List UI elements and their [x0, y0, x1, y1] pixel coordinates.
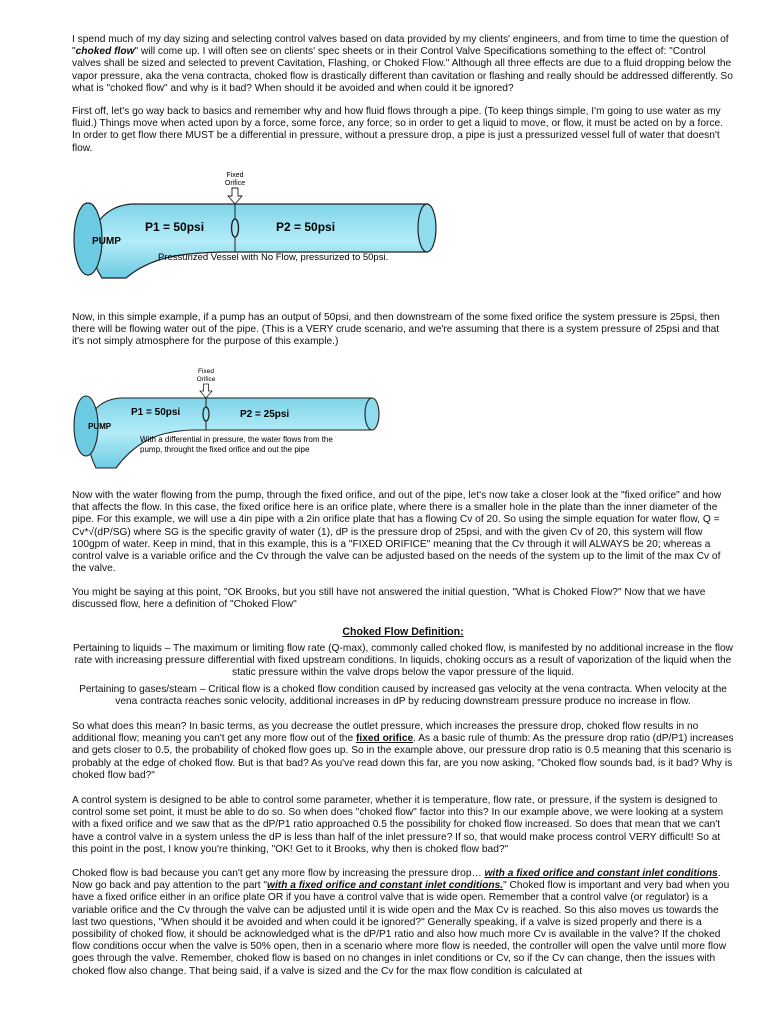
bad-text-3: " Choked flow is important and very bad when you have a fixed orifice either in an orifice plate OR if you have a control valve that is wide open. Remember that a control valve (or regulator) is a variable orifice and the Cv through the valve can be adjusted until it is wide open and the Max Cv is reached. So this also moves us towards the last two questions, "When should it be avoided and when could it be ignored?" Generally speaking, if a valve is sized properly and there is a possibility of choked flow, it should be acknowledged what is the dP/P1 ratio and also how much more Cv is available in the valve? If the choked flow conditions occur when the valve is 50% open, then in a scenario where more flow is needed, the controller will open the valve until more flow goes through the valve. Remember, choked flow is based on no changes in inlet conditions or Cv, so if the Cv can change, then the issues with choked flow also change. That being said, if a valve is sized and the Cv for the max flow condition is calculated at — [72, 880, 730, 977]
orifice-arrow — [228, 188, 242, 204]
p1-label: P1 = 50psi — [131, 407, 181, 418]
bad-paragraph — [72, 868, 734, 978]
p2-label: P2 = 50psi — [276, 220, 336, 234]
example-text: Now, in this simple example, if a pump has an output of 50psi, and then downstream of the some fixed orifice the system pressure is 25psi, then there will be flowing water out of the pipe. (This is a VERY crude scenario, and we're assuming that there is a system pressure of 25psi and that it's not simply atmosphere for the purpose of this example.) — [72, 312, 720, 348]
pipe-diagram-with-flow — [72, 366, 392, 474]
flowing-paragraph — [72, 490, 734, 575]
intro-paragraph — [72, 34, 734, 95]
pump-label: PUMP — [88, 422, 112, 431]
orifice-label: Orifice — [224, 180, 246, 187]
control-paragraph — [72, 795, 734, 856]
control-text: A control system is designed to be able to control some parameter, whether it is temperature, flow rate, or pressure, if the system is designed to control some set point, it must be able to do so. So when does "choked flow" factor into this? In our example above, we were looking at a system with a fixed orifice and we saw that as the dP/P1 ratio approached 0.5 the possibility for choked flow increased. So does that mean that we can't have a control valve in a system unless the dP is less than half of the inlet pressure? If so, that would make process control VERY difficult! So at this point in the post, I know you're thinking, "OK! Get to it Brooks, why then is choked flow bad?" — [72, 795, 724, 855]
figure-flow-differential — [72, 366, 392, 479]
fixed-orifice-emphasis: fixed orifice — [355, 733, 414, 745]
bad-text-2: . Now go back and pay attention to the part " — [72, 868, 721, 892]
definition-gases: Pertaining to gases/steam – Critical flow is a choked flow condition caused by increased gas velocity at the vena contracta. When velocity at the vena contracta reaches sonic velocity, additional increases in dP by reducing downstream pressure produce no increase in flow. — [79, 684, 727, 708]
orifice-arrow — [200, 384, 212, 398]
fixed-label: Fixed — [226, 172, 244, 179]
definition-heading-block — [72, 626, 734, 638]
figure1-caption: Pressurized Vessel with No Flow, pressurized to 50psi. — [158, 252, 389, 263]
definition-gases-block — [72, 684, 734, 708]
bad-emphasis-1: with a fixed orifice and constant inlet conditions — [484, 868, 718, 879]
basics-paragraph — [72, 106, 734, 155]
flowing-text: Now with the water flowing from the pump, through the fixed orifice, and out of the pipe, let's now take a closer look at the "fixed orifice" and how that affects the flow. In this case, the fixed orifice here is an orifice plate, where there is a smaller hole in the plate than the inner diameter of the pipe. For this example, we will use a 4in pipe with a 2in orifice plate that has a flowing Cv of 20. So using the simple equation for water flow, Q = Cv*√(dP/SG) where SG is the specific gravity of water (1), dP is the pressure drop of 25psi, and with the given Cv of 20, this system will flow 100gpm of water. Keep in mind, that in this example, this is a "FIXED ORIFICE" meaning that the Cv through it will ALWAYS be 20; whereas a control valve is a variable orifice and the Cv through the valve can be adjusted based on the needs of the system up to the limit of the max Cv of the valve. — [72, 490, 722, 575]
bad-emphasis-2: with a fixed orifice and constant inlet conditions. — [267, 880, 504, 892]
pipe-body — [92, 204, 427, 278]
p2-label: P2 = 25psi — [240, 409, 290, 420]
intro-text-2: " will come up. I will often see on clients' spec sheets or in their Control Valve Specifications something to the effect of: "Control valves shall be sized and selected to prevent Cavitation, Flashing, or Choked Flow." Although all three effects are due to a fluid dropping below the vapor pressure, aka the vena contracta, choked flow is drastically different than cavitation or flashing and really should be addressed differently. So what is "choked flow" and why is it bad? When should it be avoided and when could it be ignored? — [72, 46, 733, 94]
pump-label: PUMP — [92, 236, 121, 247]
brooks-paragraph — [72, 587, 734, 611]
definition-heading: Choked Flow Definition: — [342, 626, 464, 638]
figure2-caption-line1: With a differential in pressure, the water flows from the — [140, 435, 333, 444]
figure-pressurized-vessel — [72, 170, 462, 293]
meaning-text-1: So what does this mean? In basic terms, as you decrease the outlet pressure, which increases the pressure drop, choked flow results in no additional flow; meaning you can't get any more flow out of the — [72, 721, 699, 745]
pipe-outlet — [365, 398, 379, 430]
meaning-text-2: . As a basic rule of thumb: As the pressure drop ratio (dP/P1) increases and gets closer to 0.5, the probability of choked flow goes up. So in the example above, our pressure drop ratio is 0.5 meaning that this scenario is probably at the edge of choked flow. But is that bad? As you've read down this far, are you now asking, "Choked flow sounds bad, is it bad? Why is choked flow bad?" — [72, 733, 734, 781]
intro-text-1: I spend much of my day sizing and selecting control valves based on data provided by my clients' engineers, and from time to time the question of " — [72, 34, 729, 58]
meaning-paragraph — [72, 721, 734, 782]
definition-liquids: Pertaining to liquids – The maximum or limiting flow rate (Q-max), commonly called choked flow, is manifested by no additional increase in the flow rate with increasing pressure differential with fixed upstream conditions. In liquids, choking occurs as a result of vaporization of the liquid when the static pressure within the valve drops below the vapor pressure of the liquid. — [72, 643, 734, 679]
basics-text: First off, let's go way back to basics and remember why and how fluid flows through a pipe. (To keep things simple, I'm going to use water as my fluid.) Things move when acted upon by a force, some force, any force; so in order to get a liquid to move, or flow, it must be acted on by a force. In order to get flow there MUST be a differential in pressure, without a pressure drop, a pipe is just a pressurized vessel full of water that doesn't flow. — [72, 106, 724, 154]
brooks-text: You might be saying at this point, "OK Brooks, but you still have not answered the initial question, "What is Choked Flow?" Now that we have discussed flow, here a definition of "Choked Flow" — [72, 587, 706, 611]
figure2-caption-line2: pump, throught the fixed orifice and out the pipe — [140, 445, 310, 454]
p1-label: P1 = 50psi — [145, 220, 205, 234]
orifice-label: Orifice — [196, 376, 216, 383]
intro-choked-flow-emphasis: choked flow — [75, 46, 135, 58]
pipe-outlet — [418, 204, 436, 252]
example-paragraph — [72, 312, 734, 349]
fixed-label: Fixed — [198, 368, 214, 375]
definition-liquids-block — [72, 643, 734, 680]
bad-text-1: Choked flow is bad because you can't get any more flow by increasing the pressure drop… — [72, 868, 485, 879]
pipe-diagram-no-flow — [72, 170, 462, 288]
